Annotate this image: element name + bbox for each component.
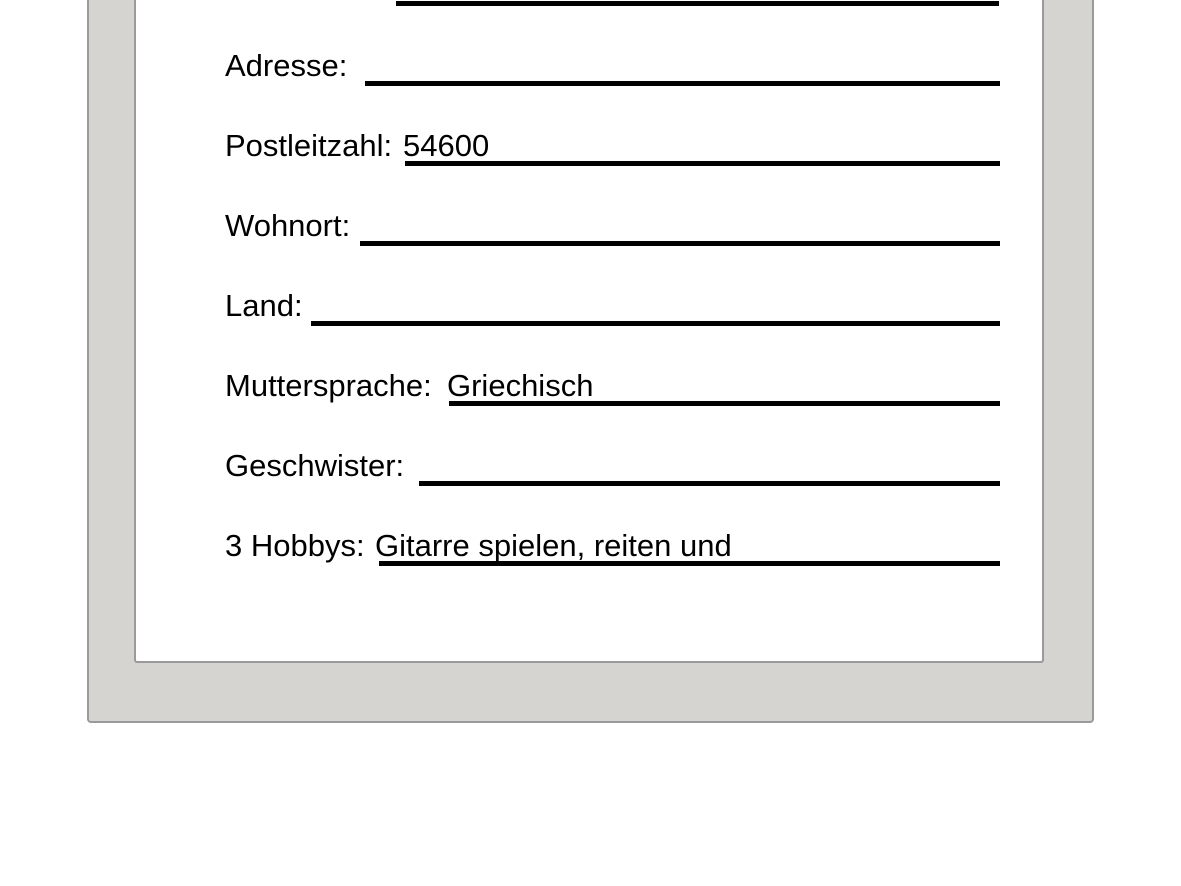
- field-label-wohnort: Wohnort:: [225, 208, 351, 243]
- field-value-hobbys: Gitarre spielen, reiten und: [375, 528, 732, 563]
- field-wohnort: [225, 208, 1000, 248]
- field-line-wohnort[interactable]: [360, 241, 1000, 246]
- field-value-postleitzahl: 54600: [403, 128, 490, 163]
- field-label-land: Land:: [225, 288, 303, 323]
- field-line-adresse[interactable]: [365, 81, 1000, 86]
- field-line-postleitzahl[interactable]: [405, 161, 1000, 166]
- field-line-land[interactable]: [311, 321, 1000, 326]
- previous-field-underline: [396, 1, 999, 6]
- field-land: [225, 288, 1000, 328]
- field-label-hobbys: 3 Hobbys:: [225, 528, 365, 563]
- field-geschwister: [225, 448, 1000, 488]
- field-value-muttersprache: Griechisch: [447, 368, 594, 403]
- field-adresse: [225, 48, 1000, 88]
- field-label-adresse: Adresse:: [225, 48, 348, 83]
- field-label-postleitzahl: Postleitzahl:: [225, 128, 393, 163]
- field-label-geschwister: Geschwister:: [225, 448, 405, 483]
- field-line-geschwister[interactable]: [419, 481, 1000, 486]
- field-muttersprache: [225, 368, 1000, 408]
- field-postleitzahl: [225, 128, 1000, 168]
- field-label-muttersprache: Muttersprache:: [225, 368, 432, 403]
- field-hobbys: [225, 528, 1000, 568]
